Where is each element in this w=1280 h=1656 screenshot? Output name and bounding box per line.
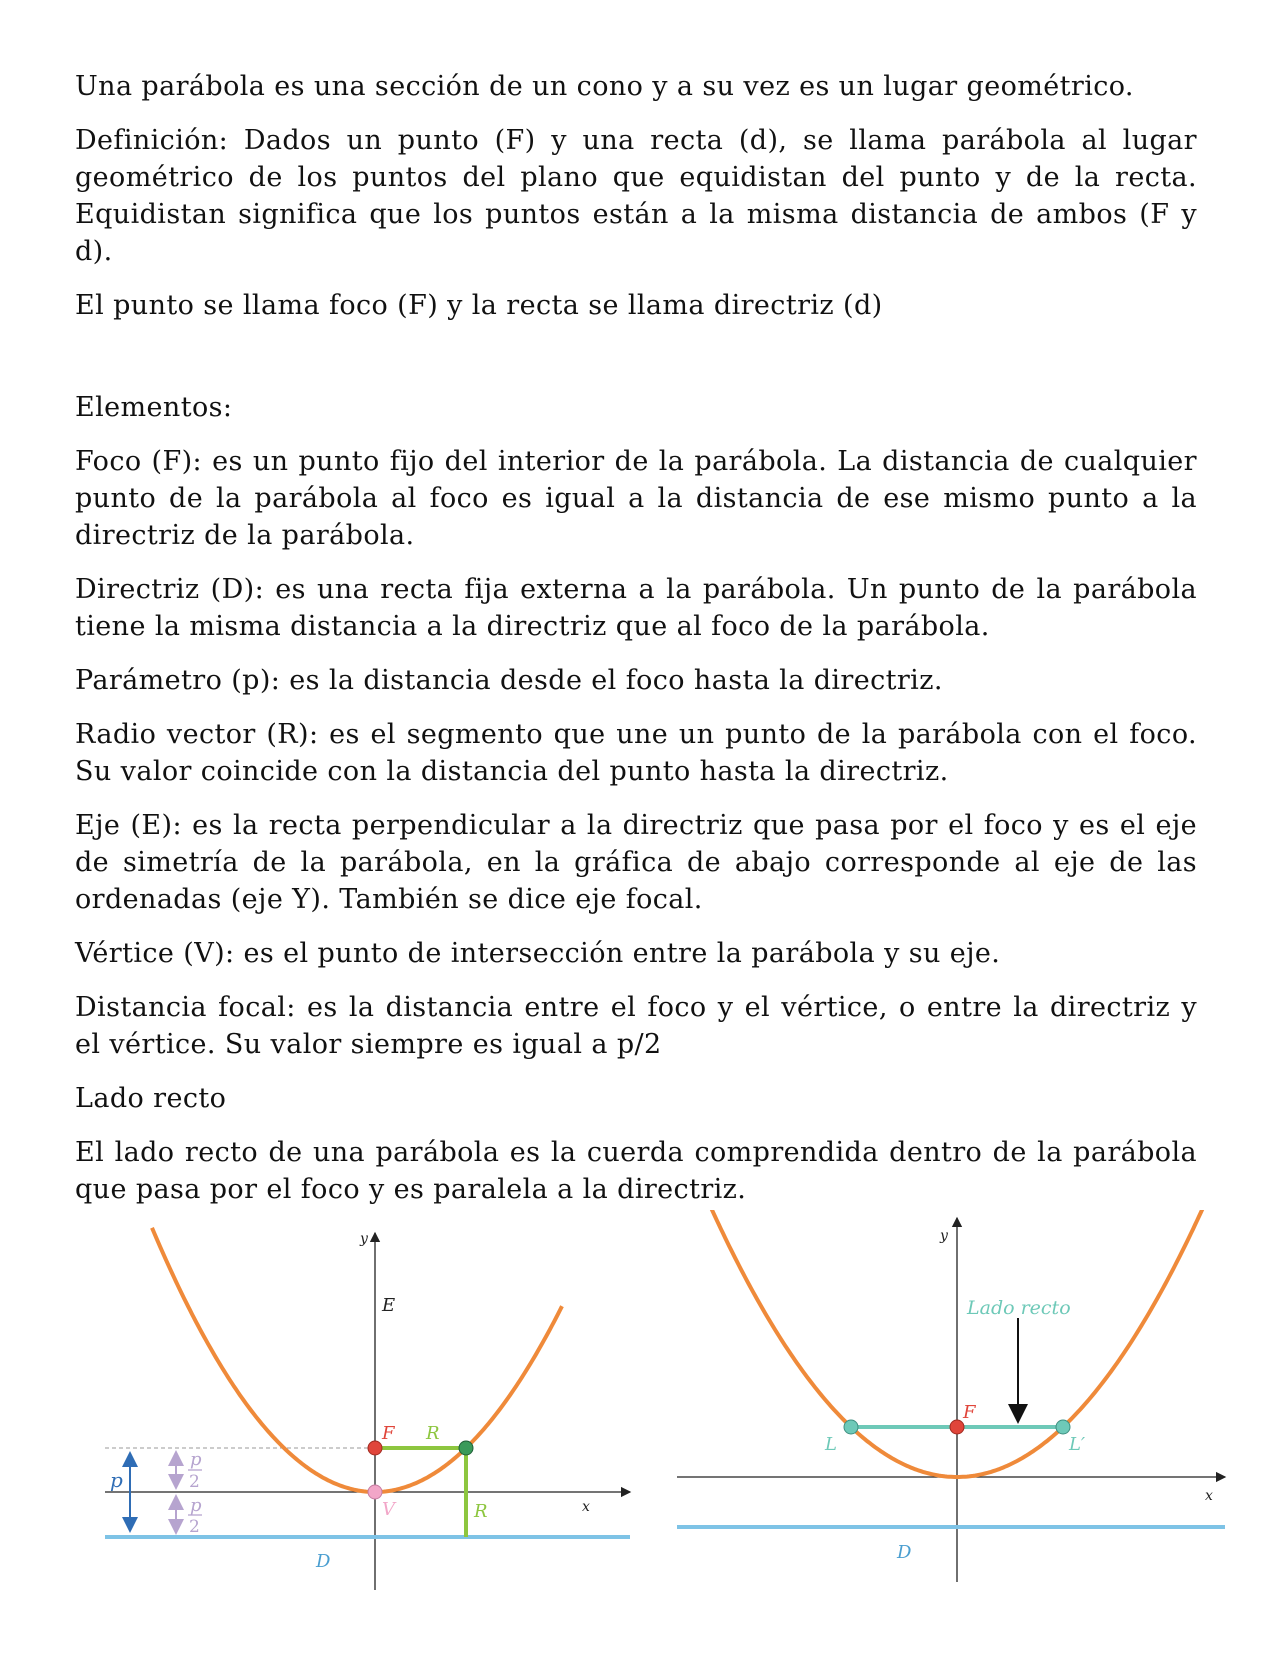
figure-latus-rectum	[675, 1210, 1235, 1590]
half-p-numerator-lower: p	[190, 1495, 202, 1516]
latus-point-l	[844, 1420, 858, 1434]
parabola-curve	[152, 1228, 562, 1492]
focus-point	[950, 1420, 964, 1434]
radius-label-side: R	[474, 1501, 488, 1522]
latus-point-l-prime-label: L′	[1069, 1434, 1086, 1455]
paragraph-focus-directrix: El punto se llama foco (F) y la recta se llama directriz (d)	[75, 290, 883, 321]
paragraph-lado-recto: El lado recto de una parábola es la cuerda comprendida dentro de la parábola que pasa por el foco y es paralela a la directriz.	[75, 1137, 1197, 1205]
elements-heading: Elementos:	[75, 392, 233, 423]
half-p-denominator-upper: 2	[189, 1472, 200, 1492]
x-axis-label: x	[582, 1499, 590, 1515]
focus-label: F	[963, 1402, 976, 1423]
paragraph-definition: Definición: Dados un punto (F) y una recta (d), se llama parábola al lugar geométrico de los puntos del plano que equidistan del punto y de la recta. Equidistan significa que los puntos están a la misma distancia de ambos (F y d).	[75, 125, 1197, 267]
lado-recto-label: Lado recto	[967, 1297, 1071, 1319]
latus-point-l-label: L	[825, 1434, 837, 1455]
paragraph-distancia-focal: Distancia focal: es la distancia entre el foco y el vértice, o entre la directriz y el vértice. Su valor siempre es igual a p/2	[75, 992, 1197, 1060]
paragraph-foco: Foco (F): es un punto fijo del interior de la parábola. La distancia de cualquier punto de la parábola al foco es igual a la distancia de ese mismo punto a la directriz de la parábola.	[75, 446, 1197, 551]
half-p-denominator-lower: 2	[189, 1517, 200, 1537]
directrix-label: D	[897, 1542, 912, 1563]
vertex-label: V	[382, 1499, 395, 1520]
focus-label: F	[382, 1423, 395, 1444]
paragraph-radio-vector: Radio vector (R): es el segmento que une un punto de la parábola con el foco. Su valor coincide con la distancia del punto hasta la directriz.	[75, 719, 1197, 787]
paragraph-eje: Eje (E): es la recta perpendicular a la directriz que pasa por el foco y es el eje de simetría de la parábola, en la gráfica de abajo corresponde al eje de las ordenadas (eje Y). También se dice eje focal.	[75, 810, 1197, 915]
lado-recto-heading: Lado recto	[75, 1083, 227, 1114]
latus-point-l-prime	[1056, 1420, 1070, 1434]
axis-e-label: E	[382, 1295, 396, 1316]
focus-point	[368, 1441, 382, 1455]
paragraph-parametro: Parámetro (p): es la distancia desde el foco hasta la directriz.	[75, 665, 943, 696]
figure-parabola-elements	[100, 1225, 640, 1605]
parameter-label: p	[110, 1468, 123, 1492]
parabola-curve	[691, 1210, 1225, 1477]
paragraph-intro: Una parábola es una sección de un cono y a su vez es un lugar geométrico.	[75, 71, 1134, 102]
vertex-point	[368, 1485, 382, 1499]
document-body	[75, 68, 1197, 1225]
x-axis-label: x	[1205, 1488, 1213, 1504]
y-axis-label: y	[940, 1228, 948, 1244]
directrix-label: D	[316, 1551, 331, 1572]
y-axis-label: y	[360, 1231, 368, 1247]
radius-label-top: R	[426, 1423, 440, 1444]
paragraph-vertice: Vértice (V): es el punto de intersección entre la parábola y su eje.	[75, 938, 1001, 969]
parabola-point	[459, 1441, 473, 1455]
half-p-numerator-upper: p	[190, 1449, 202, 1470]
paragraph-directriz: Directriz (D): es una recta fija externa a la parábola. Un punto de la parábola tiene la misma distancia a la directriz que al foco de la parábola.	[75, 574, 1197, 642]
